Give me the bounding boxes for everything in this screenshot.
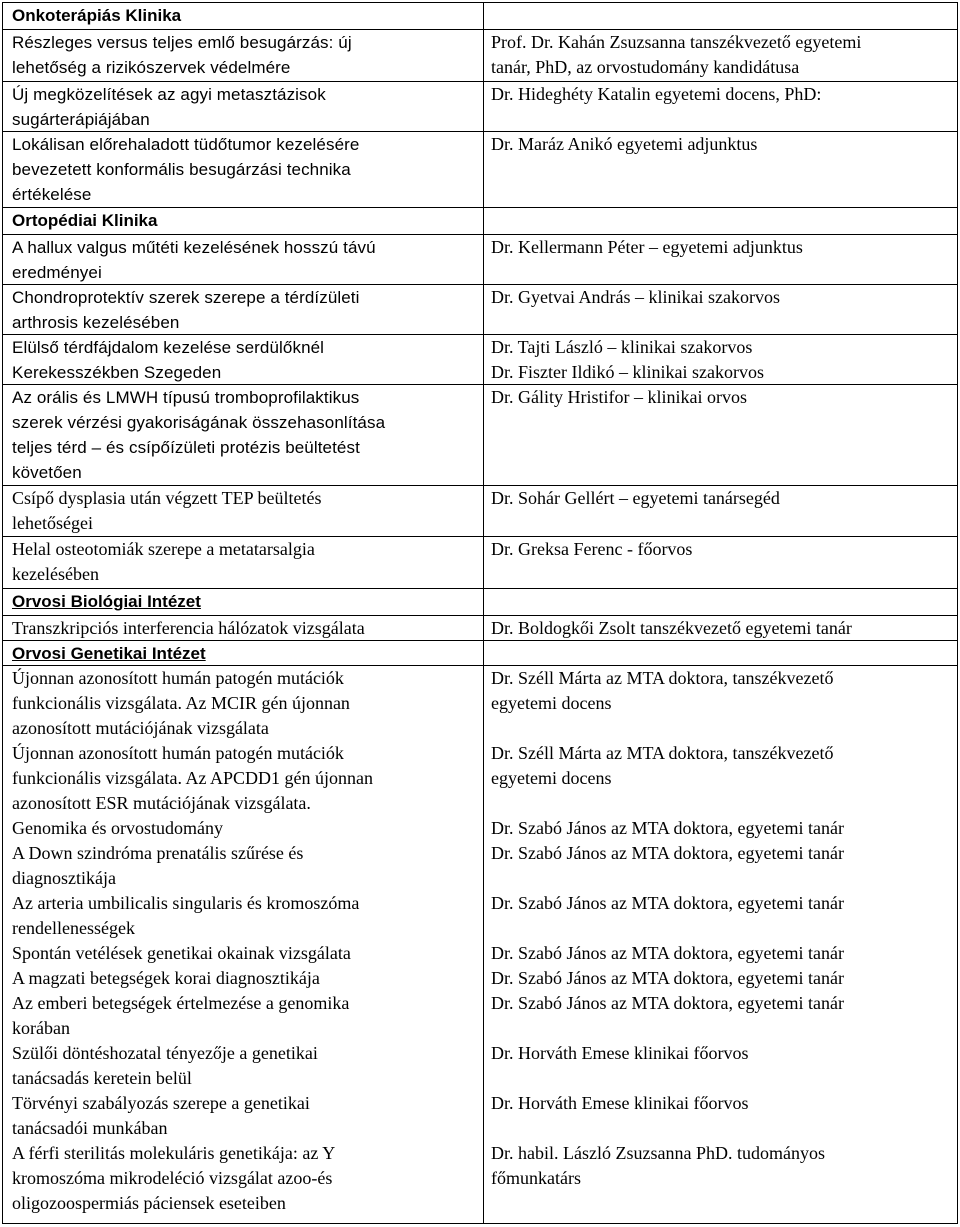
supervisor-name: Dr. habil. László Zsuzsanna PhD. tudományos: [491, 1143, 825, 1163]
supervisor-name: Dr. Hideghéty Katalin egyetemi docens, PhD:: [491, 84, 822, 104]
topic-title: Az arteria umbilicalis singularis és kromoszóma: [12, 893, 360, 913]
topic-title: Törvényi szabályozás szerepe a genetikai: [12, 1093, 310, 1113]
supervisor-name: Dr. Szabó János az MTA doktora, egyetemi tanár: [491, 968, 844, 988]
table-cell-right: [484, 3, 958, 30]
topic-title: A Down szindróma prenatális szűrése és: [12, 843, 304, 863]
supervisor-name: Dr. Szabó János az MTA doktora, egyetemi tanár: [491, 893, 844, 913]
supervisor-name: Dr. Maráz Anikó egyetemi adjunktus: [491, 134, 758, 154]
table-cell-right: [484, 208, 958, 235]
topic-title: Transzkripciós interferencia hálózatok vizsgálata: [12, 618, 365, 638]
topic-title: kezelésében: [12, 564, 99, 584]
section-heading: Orvosi Biológiai Intézet: [12, 592, 201, 611]
topic-title: teljes térd – és csípőízületi protézis beültetést: [12, 438, 360, 457]
topic-title: értékelése: [12, 185, 92, 204]
table-cell-right: [484, 589, 958, 616]
topic-title: eredményei: [12, 263, 102, 282]
topic-title: tanácsadás keretein belül: [12, 1068, 192, 1088]
supervisor-name: Dr. Fiszter Ildikó – klinikai szakorvos: [491, 362, 764, 382]
topic-title: sugárterápiájában: [12, 110, 150, 129]
topic-title: tanácsadói munkában: [12, 1118, 168, 1138]
section-heading: Ortopédiai Klinika: [12, 211, 158, 230]
topic-title: kromoszóma mikrodeléció vizsgálat azoo-és: [12, 1168, 333, 1188]
supervisor-name: Dr. Szabó János az MTA doktora, egyetemi tanár: [491, 843, 844, 863]
topic-title: Az emberi betegségek értelmezése a genomika: [12, 993, 350, 1013]
topic-title: azonosított ESR mutációjának vizsgálata.: [12, 793, 311, 813]
supervisor-name: tanár, PhD, az orvostudomány kandidátusa: [491, 57, 800, 77]
supervisor-name: Dr. Gyetvai András – klinikai szakorvos: [491, 287, 780, 307]
topic-title: Helal osteotomiák szerepe a metatarsalgia: [12, 539, 315, 559]
topic-title: Lokálisan előrehaladott tüdőtumor kezelésére: [12, 135, 360, 154]
supervisor-name: Dr. Boldogkői Zsolt tanszékvezető egyetemi tanár: [491, 618, 852, 638]
topic-title: követően: [12, 463, 82, 482]
topic-title: azonosított mutációjának vizsgálata: [12, 718, 269, 738]
topic-title: Elülső térdfájdalom kezelése serdülőknél: [12, 338, 325, 357]
topic-title: A hallux valgus műtéti kezelésének hosszú távú: [12, 238, 376, 257]
section-heading: Orvosi Genetikai Intézet: [12, 644, 206, 663]
topic-title: lehetőség a rizikószervek védelmére: [12, 58, 291, 77]
supervisor-name: Dr. Széll Márta az MTA doktora, tanszékvezető: [491, 668, 834, 688]
topic-title: Spontán vetélések genetikai okainak vizsgálata: [12, 943, 351, 963]
topic-title: Csípő dysplasia után végzett TEP beültetés: [12, 488, 322, 508]
supervisor-name: Dr. Sohár Gellért – egyetemi tanársegéd: [491, 488, 780, 508]
supervisor-name: egyetemi docens: [491, 693, 612, 713]
topic-title: Szülői döntéshozatal tényezője a genetikai: [12, 1043, 318, 1063]
topic-title: Újonnan azonosított humán patogén mutációk: [12, 668, 344, 688]
topic-title: A magzati betegségek korai diagnosztikája: [12, 968, 320, 988]
supervisor-name: főmunkatárs: [491, 1168, 581, 1188]
topic-title: rendellenességek: [12, 918, 135, 938]
topic-title: oligozoospermiás páciensek eseteiben: [12, 1193, 286, 1213]
supervisor-name: Dr. Greksa Ferenc - főorvos: [491, 539, 693, 559]
topic-title: diagnosztikája: [12, 868, 116, 888]
supervisor-name: egyetemi docens: [491, 768, 612, 788]
supervisor-name: Dr. Horváth Emese klinikai főorvos: [491, 1093, 749, 1113]
topic-title: bevezetett konformális besugárzási technika: [12, 160, 351, 179]
topic-title: lehetőségei: [12, 513, 93, 533]
topic-title: Chondroprotektív szerek szerepe a térdízületi: [12, 288, 360, 307]
topic-title: Genomika és orvostudomány: [12, 818, 223, 838]
topic-title: funkcionális vizsgálata. Az MCIR gén újonnan: [12, 693, 350, 713]
supervisor-name: Dr. Gálity Hristifor – klinikai orvos: [491, 387, 747, 407]
supervisor-name: Dr. Szabó János az MTA doktora, egyetemi tanár: [491, 818, 844, 838]
supervisor-name: Dr. Kellermann Péter – egyetemi adjunktus: [491, 237, 803, 257]
topic-title: Újonnan azonosított humán patogén mutációk: [12, 743, 344, 763]
topic-title: szerek vérzési gyakoriságának összehasonlítása: [12, 413, 386, 432]
topic-title: Az orális és LMWH típusú tromboprofilaktikus: [12, 388, 360, 407]
supervisor-name: Dr. Szabó János az MTA doktora, egyetemi tanár: [491, 943, 844, 963]
supervisor-name: Prof. Dr. Kahán Zsuzsanna tanszékvezető egyetemi: [491, 32, 862, 52]
table-cell-right: [484, 641, 958, 666]
topic-title: Új megközelítések az agyi metasztázisok: [12, 85, 326, 104]
section-heading: Onkoterápiás Klinika: [12, 6, 182, 25]
supervisor-name: Dr. Horváth Emese klinikai főorvos: [491, 1043, 749, 1063]
topic-title: korában: [12, 1018, 70, 1038]
supervisor-name: Dr. Szabó János az MTA doktora, egyetemi tanár: [491, 993, 844, 1013]
supervisor-name: Dr. Tajti László – klinikai szakorvos: [491, 337, 753, 357]
topic-title: funkcionális vizsgálata. Az APCDD1 gén újonnan: [12, 768, 373, 788]
topic-title: Kerekesszékben Szegeden: [12, 363, 222, 382]
topic-title: arthrosis kezelésében: [12, 313, 180, 332]
topic-title: Részleges versus teljes emlő besugárzás: új: [12, 33, 352, 52]
topic-title: A férfi sterilitás molekuláris genetikája: az Y: [12, 1143, 336, 1163]
supervisor-name: Dr. Széll Márta az MTA doktora, tanszékvezető: [491, 743, 834, 763]
